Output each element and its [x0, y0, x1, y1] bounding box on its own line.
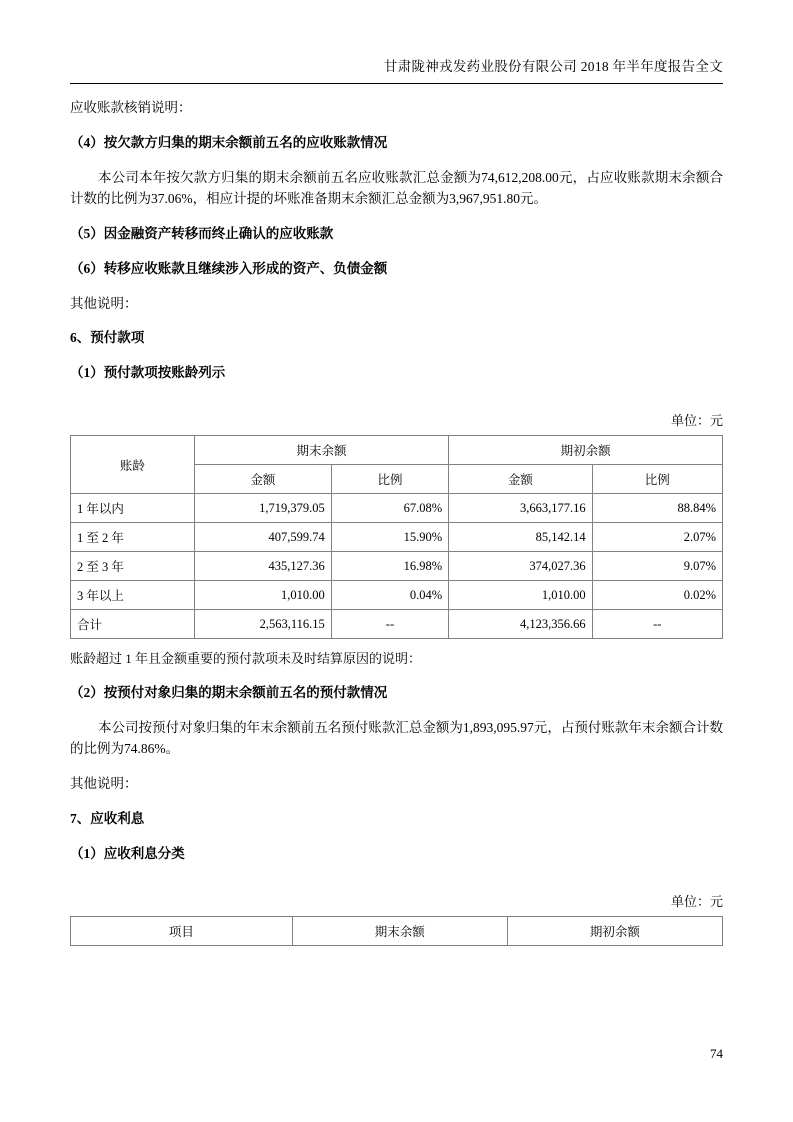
- col-begin-balance: 期初余额: [449, 436, 723, 465]
- col-end-balance: 期末余额: [194, 436, 448, 465]
- page-header: [70, 0, 723, 75]
- col-aging: 账龄: [71, 436, 195, 494]
- col-end-balance: 期末余额: [292, 916, 507, 945]
- unit-label-2: 单位：元: [670, 893, 723, 909]
- heading-5: （5）因金融资产转移而终止确认的应收账款: [70, 225, 334, 241]
- other-note-1: 其他说明：: [70, 295, 138, 311]
- section-heading-7: 7、应收利息: [70, 811, 145, 827]
- note-writeoff: 应收账款核销说明：: [70, 100, 192, 115]
- cell-ratio-begin: 0.02%: [592, 581, 722, 610]
- cell-amount-end: 435,127.36: [194, 552, 331, 581]
- cell-amount-end: 1,719,379.05: [194, 494, 331, 523]
- cell-ratio-begin: 2.07%: [592, 523, 722, 552]
- cell-aging: 3 年以上: [71, 581, 195, 610]
- cell-amount-begin: 374,027.36: [449, 552, 592, 581]
- page-number: 74: [710, 1046, 723, 1061]
- cell-amount-begin: 1,010.00: [449, 581, 592, 610]
- prepayment-aging-table: [70, 435, 723, 639]
- cell-ratio-end: 15.90%: [331, 523, 448, 552]
- table-row-total: [71, 610, 723, 639]
- cell-amount-end: 2,563,116.15: [194, 610, 331, 639]
- heading-6-2: （2）按预付对象归集的期末余额前五名的预付款情况: [70, 685, 388, 701]
- cell-aging: 1 至 2 年: [71, 523, 195, 552]
- cell-amount-begin: 85,142.14: [449, 523, 592, 552]
- cell-ratio-end: 67.08%: [331, 494, 448, 523]
- table-row: [71, 552, 723, 581]
- cell-amount-end: 407,599.74: [194, 523, 331, 552]
- col-ratio-end: 比例: [331, 465, 448, 494]
- cell-amount-end: 1,010.00: [194, 581, 331, 610]
- paragraph-6-2: 本公司按预付对象归集的年末余额前五名预付账款汇总金额为1,893,095.97元，占预付账款年末余额合计数的比例为74.86%。: [70, 720, 723, 757]
- col-item: 项目: [71, 916, 293, 945]
- other-note-2: 其他说明：: [70, 776, 138, 792]
- unit-label-1: 单位：元: [670, 413, 723, 429]
- col-begin-balance: 期初余额: [507, 916, 722, 945]
- col-amount-end: 金额: [194, 465, 331, 494]
- cell-ratio-end: 16.98%: [331, 552, 448, 581]
- heading-6-1: （1）预付款项按账龄列示: [70, 365, 226, 381]
- table-row: [71, 523, 723, 552]
- heading-6-transfer: （6）转移应收账款且继续涉入形成的资产、负债金额: [70, 260, 388, 276]
- heading-7-1: （1）应收利息分类: [70, 846, 185, 862]
- table-header-row: [71, 916, 723, 945]
- table-row: [71, 581, 723, 610]
- heading-4: （4）按欠款方归集的期末余额前五名的应收账款情况: [70, 134, 388, 150]
- header-title: 甘肃陇神戎发药业股份有限公司 2018 年半年度报告全文: [383, 59, 723, 74]
- cell-ratio-begin: --: [592, 610, 722, 639]
- cell-amount-begin: 4,123,356.66: [449, 610, 592, 639]
- section-heading-6: 6、预付款项: [70, 330, 145, 346]
- cell-aging: 2 至 3 年: [71, 552, 195, 581]
- note-aging: 账龄超过 1 年且金额重要的预付款项未及时结算原因的说明：: [70, 651, 422, 667]
- paragraph-4: 本公司本年按欠款方归集的期末余额前五名应收账款汇总金额为74,612,208.00元，占应收账款期末余额合计数的比例为37.06%，相应计提的坏账准备期末余额汇总金额为3,967,951.80元。: [70, 169, 723, 206]
- cell-ratio-end: 0.04%: [331, 581, 448, 610]
- interest-receivable-table: [70, 916, 723, 946]
- page-content: [70, 84, 723, 946]
- table-header-row-1: [71, 436, 723, 465]
- cell-ratio-begin: 9.07%: [592, 552, 722, 581]
- table-row: [71, 494, 723, 523]
- col-ratio-begin: 比例: [592, 465, 722, 494]
- cell-ratio-end: --: [331, 610, 448, 639]
- cell-aging: 1 年以内: [71, 494, 195, 523]
- cell-amount-begin: 3,663,177.16: [449, 494, 592, 523]
- cell-aging: 合计: [71, 610, 195, 639]
- col-amount-begin: 金额: [449, 465, 592, 494]
- cell-ratio-begin: 88.84%: [592, 494, 722, 523]
